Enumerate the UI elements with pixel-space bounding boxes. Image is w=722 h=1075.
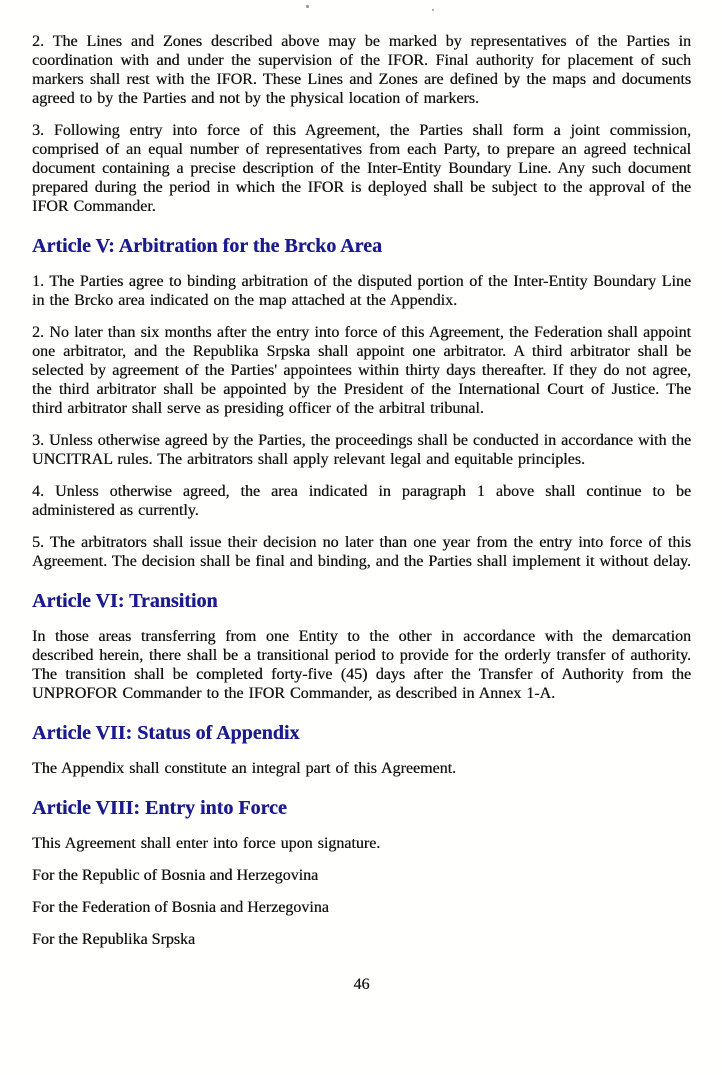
article-vi-paragraph-1: In those areas transferring from one Entity to the other in accordance with the demarcation described herein, there shall be a transitional period to provide for the orderly transfer of authority. The transition shall be completed forty-five (45) days after the Transfer of Authority from the UNPROFOR Commander to the IFOR Commander, as described in Annex 1-A. (32, 628, 691, 702)
article-viii-paragraph-1: This Agreement shall enter into force upon signature. (32, 835, 381, 852)
article-v-paragraph-3: 3. Unless otherwise agreed by the Parties, the proceedings shall be conducted in accordance with the UNCITRAL rules. The arbitrators shall apply relevant legal and equitable principles. (32, 432, 691, 468)
article-viii-heading: Article VIII: Entry into Force (32, 797, 287, 819)
page-number: 46 (353, 976, 370, 993)
article-v-paragraph-1: 1. The Parties agree to binding arbitration of the disputed portion of the Inter-Entity Boundary Line in the Brcko area indicated on the map attached at the Appendix. (32, 273, 691, 309)
paragraph-item-3-joint-commission: 3. Following entry into force of this Agreement, the Parties shall form a joint commission, comprised of an equal number of representatives from each Party, to prepare an agreed technical document containing a precise description of the Inter-Entity Boundary Line. Any such document prepared during the period in which the IFOR is deployed shall be subject to the approval of the IFOR Commander. (32, 122, 691, 215)
article-vii-paragraph-1: The Appendix shall constitute an integral part of this Agreement. (32, 760, 457, 777)
article-v-paragraph-5: 5. The arbitrators shall issue their decision no later than one year from the entry into force of this Agreement. The decision shall be final and binding, and the Parties shall implement it without delay. (32, 534, 691, 570)
article-v-paragraph-4: 4. Unless otherwise agreed, the area indicated in paragraph 1 above shall continue to be administered as currently. (32, 483, 691, 519)
article-v-paragraph-2: 2. No later than six months after the entry into force of this Agreement, the Federation shall appoint one arbitrator, and the Republika Srpska shall appoint one arbitrator. A third arbitrator shall be selected by agreement of the Parties' appointees within thirty days thereafter. If they do not agree, the third arbitrator shall be appointed by the President of the International Court of Justice. The third arbitrator shall serve as presiding officer of the arbitral tribunal. (32, 324, 691, 417)
article-vii-heading: Article VII: Status of Appendix (32, 722, 300, 744)
scan-artifact-dot (306, 5, 309, 8)
scan-artifact-dot (432, 9, 434, 11)
signature-line-republika-srpska: For the Republika Srpska (32, 931, 196, 948)
signature-line-republic-bih: For the Republic of Bosnia and Herzegovina (32, 867, 319, 884)
article-v-heading: Article V: Arbitration for the Brcko Area (32, 235, 382, 257)
signature-line-federation-bih: For the Federation of Bosnia and Herzegovina (32, 899, 329, 916)
article-vi-heading: Article VI: Transition (32, 590, 218, 612)
paragraph-item-2-lines-and-zones: 2. The Lines and Zones described above may be marked by representatives of the Parties in coordination with and under the supervision of the IFOR. Final authority for placement of such markers shall rest with the IFOR. These Lines and Zones are defined by the maps and documents agreed to by the Parties and not by the physical location of markers. (32, 33, 691, 107)
